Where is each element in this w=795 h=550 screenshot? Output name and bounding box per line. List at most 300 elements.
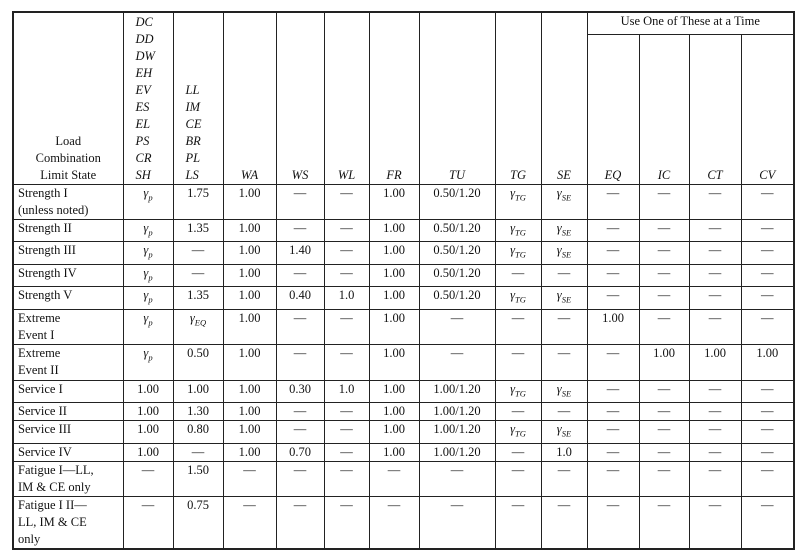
cell-wl <box>324 403 369 421</box>
header-symbol: DD <box>135 31 154 46</box>
cell-value: 1.00 <box>238 444 261 459</box>
cell-ws <box>276 219 324 242</box>
cell-ll <box>173 496 223 549</box>
cell-wa <box>223 219 276 242</box>
cell-se <box>541 242 587 265</box>
header-symbol: EV <box>135 82 151 97</box>
cell-wl <box>324 287 369 310</box>
cell-dc <box>123 496 173 549</box>
column-header-tu: TU <box>419 12 495 184</box>
limit-state-cell <box>13 287 123 310</box>
cell-value: $\gamma_{SE}$ <box>556 243 572 260</box>
cell-value: — <box>708 462 722 477</box>
cell-tu <box>419 403 495 421</box>
limit-state-cell <box>13 264 123 287</box>
cell-dc <box>123 309 173 344</box>
cell-value: — <box>511 462 525 477</box>
cell-se <box>541 287 587 310</box>
cell-se <box>541 219 587 242</box>
limit-state-line: Service IV <box>18 444 72 459</box>
cell-value: 1.00 <box>383 265 405 280</box>
limit-state-cell <box>13 443 123 461</box>
cell-value: 1.00 <box>383 381 405 396</box>
cell-value: $\gamma_p$ <box>143 185 153 202</box>
cell-value: — <box>708 444 722 459</box>
limit-state-line: Strength III <box>18 243 76 257</box>
cell-value: — <box>761 444 774 459</box>
cell-value: — <box>606 185 620 200</box>
load-combination-table-wrapper <box>12 11 795 550</box>
cell-tg <box>495 443 541 461</box>
cell-value: — <box>557 310 571 325</box>
cell-value: 1.00 <box>238 220 261 235</box>
limit-state-cell <box>13 242 123 265</box>
cell-value: 1.50 <box>187 462 209 477</box>
cell-se <box>541 496 587 549</box>
cell-value: — <box>387 462 401 477</box>
cell-value: 1.00 <box>383 345 405 360</box>
cell-value: 0.50/1.20 <box>433 185 481 200</box>
cell-value: — <box>606 422 620 436</box>
cell-se <box>541 461 587 496</box>
cell-value: 1.00 <box>137 444 159 459</box>
cell-value: — <box>557 462 571 477</box>
header-symbol: DC <box>135 14 153 29</box>
column-header-wl: WL <box>324 12 369 184</box>
cell-fr <box>369 344 419 380</box>
cell-ws <box>276 496 324 549</box>
limit-state-line: (unless noted) <box>18 202 89 217</box>
cell-value: $\gamma_{TG}$ <box>510 220 526 237</box>
cell-wa <box>223 344 276 380</box>
cell-value: — <box>657 497 671 512</box>
limit-state-line: Fatigue I—LL, <box>18 462 94 477</box>
cell-dc <box>123 380 173 403</box>
cell-dc <box>123 443 173 461</box>
column-header-cv: CV <box>741 34 794 184</box>
column-header-ic: IC <box>639 34 689 184</box>
cell-wa <box>223 421 276 444</box>
cell-value: $\gamma_p$ <box>143 345 153 362</box>
table-row <box>13 287 794 310</box>
cell-cv <box>741 380 794 403</box>
cell-value: 1.00 <box>238 310 261 325</box>
cell-value: 0.70 <box>289 444 311 459</box>
header-symbol: PS <box>135 133 150 148</box>
cell-value: — <box>450 310 464 325</box>
cell-value: — <box>191 444 205 459</box>
cell-eq <box>587 184 639 219</box>
cell-tg <box>495 461 541 496</box>
cell-value: — <box>657 310 671 325</box>
cell-fr <box>369 496 419 549</box>
cell-ct <box>689 496 741 549</box>
cell-cv <box>741 344 794 380</box>
cell-ct <box>689 403 741 421</box>
cell-ic <box>639 496 689 549</box>
cell-value: $\gamma_{TG}$ <box>510 381 526 398</box>
cell-value: — <box>761 422 774 436</box>
cell-fr <box>369 380 419 403</box>
cell-tg <box>495 184 541 219</box>
cell-wa <box>223 461 276 496</box>
cell-ws <box>276 242 324 265</box>
cell-cv <box>741 264 794 287</box>
cell-cv <box>741 287 794 310</box>
cell-ct <box>689 344 741 380</box>
cell-value: — <box>450 497 464 512</box>
cell-eq <box>587 496 639 549</box>
cell-value: — <box>340 310 353 325</box>
cell-eq <box>587 403 639 421</box>
cell-wa <box>223 403 276 421</box>
cell-value: 1.00 <box>137 422 159 436</box>
cell-value: — <box>657 185 671 200</box>
cell-ws <box>276 403 324 421</box>
limit-state-line: Service II <box>18 404 67 418</box>
cell-wa <box>223 443 276 461</box>
cell-value: 1.00 <box>383 243 405 257</box>
limit-state-cell <box>13 344 123 380</box>
cell-value: 0.50/1.20 <box>433 220 481 235</box>
cell-value: — <box>708 220 722 235</box>
cell-value: 1.00 <box>238 243 261 257</box>
cell-value: — <box>761 497 774 512</box>
cell-ic <box>639 421 689 444</box>
cell-value: 1.00 <box>238 404 261 418</box>
cell-value: — <box>708 310 722 325</box>
cell-tu <box>419 309 495 344</box>
cell-wa <box>223 309 276 344</box>
table-row <box>13 242 794 265</box>
limit-state-header <box>13 12 123 184</box>
cell-value: — <box>141 462 155 477</box>
cell-value: — <box>657 444 671 459</box>
table-row <box>13 344 794 380</box>
header-symbol: LS <box>185 167 199 182</box>
cell-tg <box>495 403 541 421</box>
cell-dc <box>123 344 173 380</box>
cell-value: — <box>511 310 525 325</box>
cell-value: 1.00 <box>238 288 261 302</box>
cell-value: — <box>293 345 307 360</box>
cell-value: — <box>606 404 620 418</box>
cell-ws <box>276 309 324 344</box>
table-row <box>13 380 794 403</box>
cell-tg <box>495 421 541 444</box>
cell-ct <box>689 309 741 344</box>
cell-fr <box>369 461 419 496</box>
cell-ic <box>639 403 689 421</box>
cell-value: 1.30 <box>187 404 209 418</box>
cell-value: 0.50/1.20 <box>433 288 481 302</box>
cell-value: 1.35 <box>187 288 209 302</box>
cell-eq <box>587 380 639 403</box>
cell-value: — <box>243 497 256 512</box>
cell-eq <box>587 421 639 444</box>
cell-value: 1.00/1.20 <box>433 404 481 418</box>
cell-tu <box>419 443 495 461</box>
cell-value: — <box>557 404 571 418</box>
cell-ct <box>689 242 741 265</box>
cell-wl <box>324 443 369 461</box>
table-row <box>13 496 794 549</box>
load-combination-table <box>12 11 795 550</box>
cell-wl <box>324 309 369 344</box>
cell-value: 1.00 <box>238 345 261 360</box>
limit-state-line: Event II <box>18 362 59 377</box>
cell-value: — <box>761 220 774 235</box>
cell-se <box>541 403 587 421</box>
header-line: Combination <box>35 150 101 165</box>
cell-fr <box>369 242 419 265</box>
cell-value: — <box>606 497 620 512</box>
cell-value: 0.30 <box>289 381 311 396</box>
table-row <box>13 219 794 242</box>
limit-state-line: Strength II <box>18 220 72 235</box>
column-header-se: SE <box>541 12 587 184</box>
cell-ws <box>276 421 324 444</box>
cell-value: — <box>708 265 722 280</box>
cell-se <box>541 264 587 287</box>
cell-value: $\gamma_p$ <box>143 265 153 282</box>
limit-state-cell <box>13 309 123 344</box>
cell-ic <box>639 184 689 219</box>
cell-wl <box>324 421 369 444</box>
cell-ws <box>276 344 324 380</box>
cell-dc <box>123 403 173 421</box>
cell-value: 1.00 <box>756 345 779 360</box>
limit-state-line: Fatigue I II— <box>18 497 87 512</box>
cell-se <box>541 309 587 344</box>
limit-state-line: Extreme <box>18 310 61 325</box>
cell-value: 1.00 <box>137 404 159 418</box>
column-header-tg: TG <box>495 12 541 184</box>
cell-cv <box>741 184 794 219</box>
cell-value: 1.00 <box>137 381 159 396</box>
limit-state-line: only <box>18 531 41 546</box>
cell-value: — <box>511 444 525 459</box>
cell-value: — <box>387 497 401 512</box>
cell-value: — <box>708 404 722 418</box>
cell-value: — <box>511 404 525 418</box>
cell-value: — <box>761 243 774 257</box>
cell-ws <box>276 380 324 403</box>
limit-state-cell <box>13 461 123 496</box>
cell-value: 1.0 <box>338 288 355 302</box>
cell-tu <box>419 242 495 265</box>
header-symbol: ES <box>135 99 150 114</box>
cell-tg <box>495 309 541 344</box>
cell-value: — <box>657 288 671 302</box>
cell-tu <box>419 287 495 310</box>
cell-tu <box>419 344 495 380</box>
cell-wa <box>223 264 276 287</box>
cell-tu <box>419 184 495 219</box>
cell-ic <box>639 264 689 287</box>
table-row <box>13 461 794 496</box>
header-symbol: EH <box>135 65 153 80</box>
cell-ic <box>639 309 689 344</box>
cell-value: $\gamma_{EQ}$ <box>189 310 207 327</box>
cell-fr <box>369 287 419 310</box>
cell-eq <box>587 242 639 265</box>
cell-value: $\gamma_{SE}$ <box>556 288 572 305</box>
cell-value: — <box>761 310 774 325</box>
cell-tg <box>495 380 541 403</box>
cell-value: — <box>293 497 307 512</box>
cell-eq <box>587 461 639 496</box>
cell-wa <box>223 380 276 403</box>
cell-value: — <box>511 345 525 360</box>
cell-tu <box>419 496 495 549</box>
cell-ws <box>276 184 324 219</box>
cell-value: $\gamma_{TG}$ <box>510 243 526 260</box>
cell-cv <box>741 242 794 265</box>
cell-tg <box>495 344 541 380</box>
cell-value: — <box>657 404 671 418</box>
cell-value: 1.00 <box>238 265 261 280</box>
cell-cv <box>741 496 794 549</box>
limit-state-line: LL, IM & CE <box>18 514 87 529</box>
header-symbol: CR <box>135 150 152 165</box>
cell-value: 1.00 <box>238 422 261 436</box>
cell-tg <box>495 219 541 242</box>
cell-value: — <box>606 444 620 459</box>
limit-state-line: Service III <box>18 422 72 436</box>
cell-value: 1.40 <box>289 243 311 257</box>
header-symbol: BR <box>185 133 201 148</box>
cell-value: 1.00 <box>602 310 624 325</box>
cell-fr <box>369 184 419 219</box>
cell-value: 0.50 <box>187 345 209 360</box>
cell-fr <box>369 443 419 461</box>
limit-state-cell <box>13 403 123 421</box>
cell-eq <box>587 287 639 310</box>
cell-value: — <box>511 497 525 512</box>
cell-ll <box>173 403 223 421</box>
cell-value: $\gamma_{SE}$ <box>556 185 572 202</box>
limit-state-cell <box>13 184 123 219</box>
cell-ws <box>276 443 324 461</box>
cell-value: — <box>141 497 155 512</box>
limit-state-cell <box>13 219 123 242</box>
dc-group-header <box>123 12 173 184</box>
cell-value: 1.00 <box>238 381 261 396</box>
limit-state-line: Strength IV <box>18 265 77 280</box>
cell-value: $\gamma_{TG}$ <box>510 288 526 305</box>
cell-wa <box>223 184 276 219</box>
cell-value: $\gamma_{TG}$ <box>510 185 526 202</box>
cell-value: 1.00 <box>383 444 405 459</box>
cell-value: — <box>293 422 307 436</box>
cell-cv <box>741 219 794 242</box>
cell-value: — <box>761 185 774 200</box>
cell-ll <box>173 264 223 287</box>
cell-value: $\gamma_p$ <box>143 243 153 260</box>
cell-value: — <box>657 243 671 257</box>
cell-wl <box>324 219 369 242</box>
cell-value: — <box>657 265 671 280</box>
cell-ws <box>276 264 324 287</box>
table-row <box>13 309 794 344</box>
cell-wl <box>324 344 369 380</box>
cell-value: $\gamma_{SE}$ <box>556 381 572 398</box>
cell-value: 0.50/1.20 <box>433 243 481 257</box>
cell-value: 1.00/1.20 <box>433 381 481 396</box>
cell-value: — <box>657 422 671 436</box>
cell-ic <box>639 219 689 242</box>
cell-ll <box>173 421 223 444</box>
cell-value: — <box>511 265 525 280</box>
header-symbol: SH <box>135 167 151 182</box>
cell-value: — <box>243 462 256 477</box>
cell-ic <box>639 287 689 310</box>
cell-value: — <box>761 404 774 418</box>
cell-value: 1.00 <box>383 185 405 200</box>
cell-cv <box>741 421 794 444</box>
cell-value: — <box>340 422 353 436</box>
cell-value: — <box>606 381 620 396</box>
column-header-wa: WA <box>223 12 276 184</box>
cell-ll <box>173 344 223 380</box>
cell-value: 1.75 <box>187 185 209 200</box>
cell-ic <box>639 380 689 403</box>
cell-dc <box>123 219 173 242</box>
cell-ll <box>173 443 223 461</box>
cell-value: — <box>708 422 722 436</box>
limit-state-cell <box>13 380 123 403</box>
cell-dc <box>123 421 173 444</box>
cell-value: — <box>293 310 307 325</box>
table-row <box>13 443 794 461</box>
cell-wa <box>223 287 276 310</box>
cell-value: — <box>657 381 671 396</box>
column-header-ws: WS <box>276 12 324 184</box>
column-header-ct: CT <box>689 34 741 184</box>
cell-value: — <box>340 497 353 512</box>
cell-value: — <box>606 462 620 477</box>
cell-value: — <box>340 185 353 200</box>
cell-value: — <box>450 462 464 477</box>
cell-tu <box>419 264 495 287</box>
cell-ll <box>173 309 223 344</box>
cell-ws <box>276 461 324 496</box>
cell-wa <box>223 242 276 265</box>
cell-ct <box>689 461 741 496</box>
cell-value: — <box>340 265 353 280</box>
cell-value: $\gamma_{SE}$ <box>556 220 572 237</box>
cell-tu <box>419 380 495 403</box>
table-row <box>13 264 794 287</box>
cell-value: — <box>708 288 722 302</box>
cell-value: — <box>761 288 774 302</box>
cell-value: — <box>657 462 671 477</box>
cell-value: — <box>557 265 571 280</box>
limit-state-line: Service I <box>18 381 63 396</box>
table-row <box>13 184 794 219</box>
cell-value: 1.00 <box>653 345 675 360</box>
cell-dc <box>123 264 173 287</box>
limit-state-line: Strength I <box>18 185 68 200</box>
cell-ct <box>689 380 741 403</box>
cell-fr <box>369 421 419 444</box>
cell-value: 1.35 <box>187 220 209 235</box>
limit-state-cell <box>13 496 123 549</box>
column-header-eq: EQ <box>587 34 639 184</box>
cell-value: — <box>657 220 671 235</box>
cell-value: — <box>557 497 571 512</box>
